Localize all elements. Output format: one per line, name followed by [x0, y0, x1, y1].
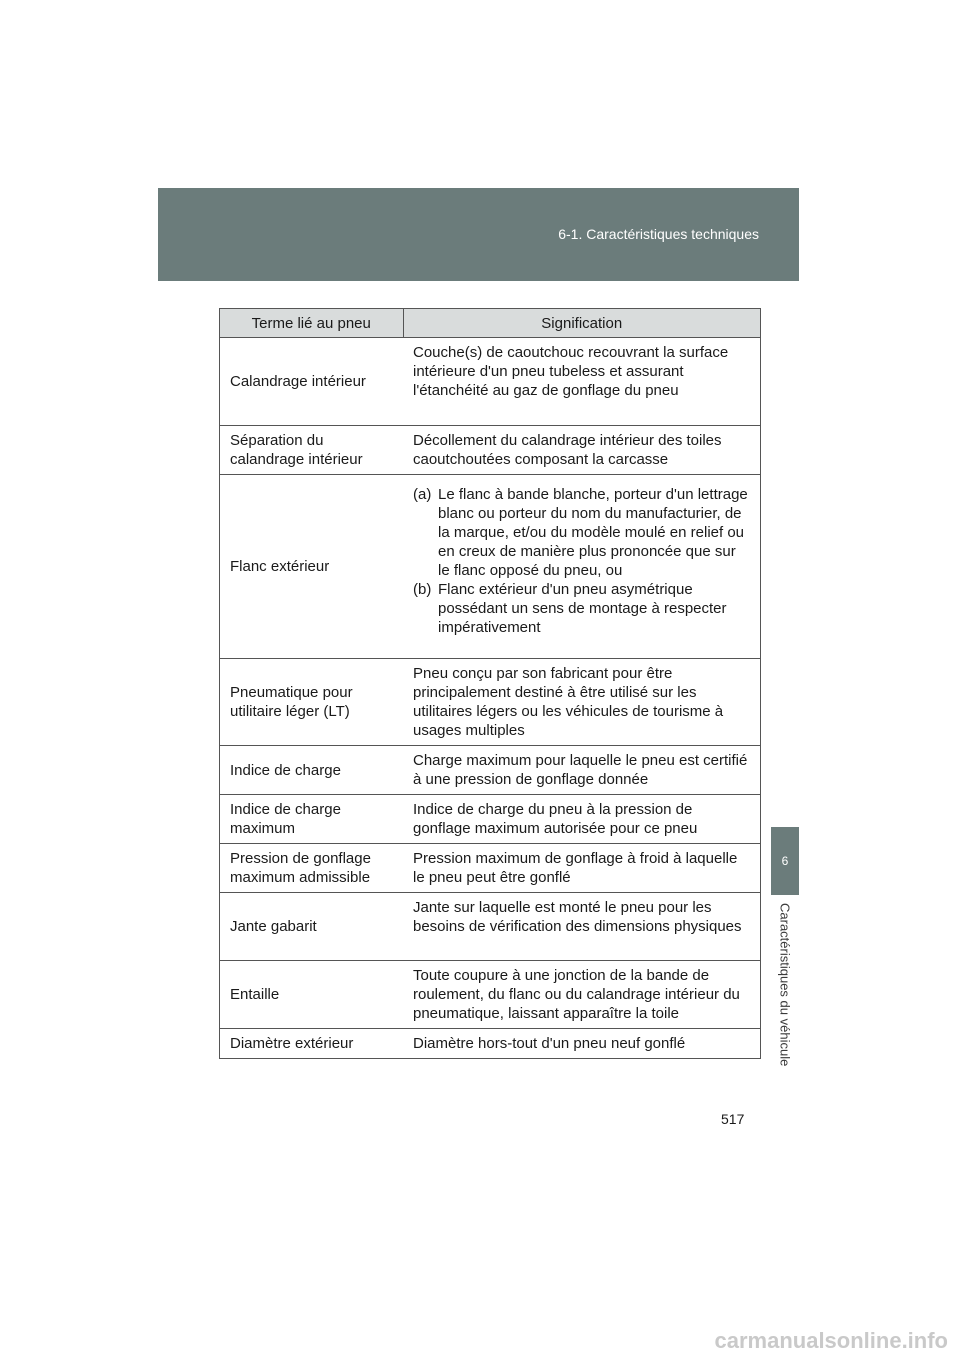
meaning-cell: Indice de charge du pneu à la pression de gonflage maximum autorisée pour ce pneu	[403, 795, 761, 844]
term-cell: Pression de gonflage maximum admissible	[220, 844, 404, 893]
meaning-cell: Décollement du calandrage intérieur des toiles caoutchoutées composant la carcasse	[403, 426, 761, 475]
section-title: 6-1. Caractéristiques techniques	[558, 226, 759, 242]
watermark: carmanualsonline.info	[714, 1328, 948, 1353]
meaning-cell: Charge maximum pour laquelle le pneu est certifié à une pression de gonflage donnée	[403, 746, 761, 795]
page-number: 517	[721, 1111, 745, 1127]
meaning-cell	[403, 475, 761, 659]
term-cell: Pneumatique pour utilitaire léger (LT)	[220, 659, 404, 746]
table-row	[220, 659, 761, 746]
list-item	[413, 485, 750, 580]
table-row	[220, 1029, 761, 1059]
table-header-row	[220, 309, 761, 338]
item-text: Le flanc à bande blanche, porteur d'un lettrage blanc ou porteur du nom du manufacturier, de la marque, et/ou du modèle moulé en relief ou en creux de manière plus prononcée que sur le flanc opposé du pneu, ou	[438, 486, 748, 579]
term-cell: Flanc extérieur	[220, 475, 404, 659]
table-row	[220, 844, 761, 893]
tire-terms-table	[219, 308, 761, 1059]
chapter-label: Caractéristiques du véhicule	[777, 903, 793, 1067]
term-cell: Séparation du calandrage intérieur	[220, 426, 404, 475]
table-row	[220, 475, 761, 659]
meaning-cell: Pression maximum de gonflage à froid à laquelle le pneu peut être gonflé	[403, 844, 761, 893]
header-term: Terme lié au pneu	[220, 309, 404, 338]
item-label: (b)	[413, 581, 432, 598]
term-cell: Indice de charge maximum	[220, 795, 404, 844]
table-row	[220, 746, 761, 795]
item-label: (a)	[413, 486, 432, 503]
meaning-cell: Jante sur laquelle est monté le pneu pour les besoins de vérification des dimensions physiques	[403, 893, 761, 961]
table-row	[220, 338, 761, 426]
item-text: Flanc extérieur d'un pneu asymétrique possédant un sens de montage à respecter impérativement	[438, 581, 727, 636]
chapter-tab-number: 6	[781, 854, 789, 868]
table-row	[220, 893, 761, 961]
list-item	[413, 580, 750, 637]
term-cell: Entaille	[220, 961, 404, 1029]
meaning-cell: Pneu conçu par son fabricant pour être principalement destiné à être utilisé sur les utilitaires légers ou les véhicules de tourisme à usages multiples	[403, 659, 761, 746]
table-row	[220, 795, 761, 844]
table-row	[220, 426, 761, 475]
term-cell: Jante gabarit	[220, 893, 404, 961]
meaning-cell: Toute coupure à une jonction de la bande de roulement, du flanc ou du calandrage intérieur du pneumatique, laissant apparaître la toile	[403, 961, 761, 1029]
meaning-cell: Diamètre hors-tout d'un pneu neuf gonflé	[403, 1029, 761, 1059]
term-cell: Diamètre extérieur	[220, 1029, 404, 1059]
chapter-tab[interactable]	[771, 827, 799, 895]
term-cell: Indice de charge	[220, 746, 404, 795]
meaning-cell: Couche(s) de caoutchouc recouvrant la surface intérieure d'un pneu tubeless et assurant l'étanchéité au gaz de gonflage du pneu	[403, 338, 761, 426]
term-cell: Calandrage intérieur	[220, 338, 404, 426]
header-meaning: Signification	[403, 309, 761, 338]
table-row	[220, 961, 761, 1029]
header-band	[158, 188, 799, 281]
